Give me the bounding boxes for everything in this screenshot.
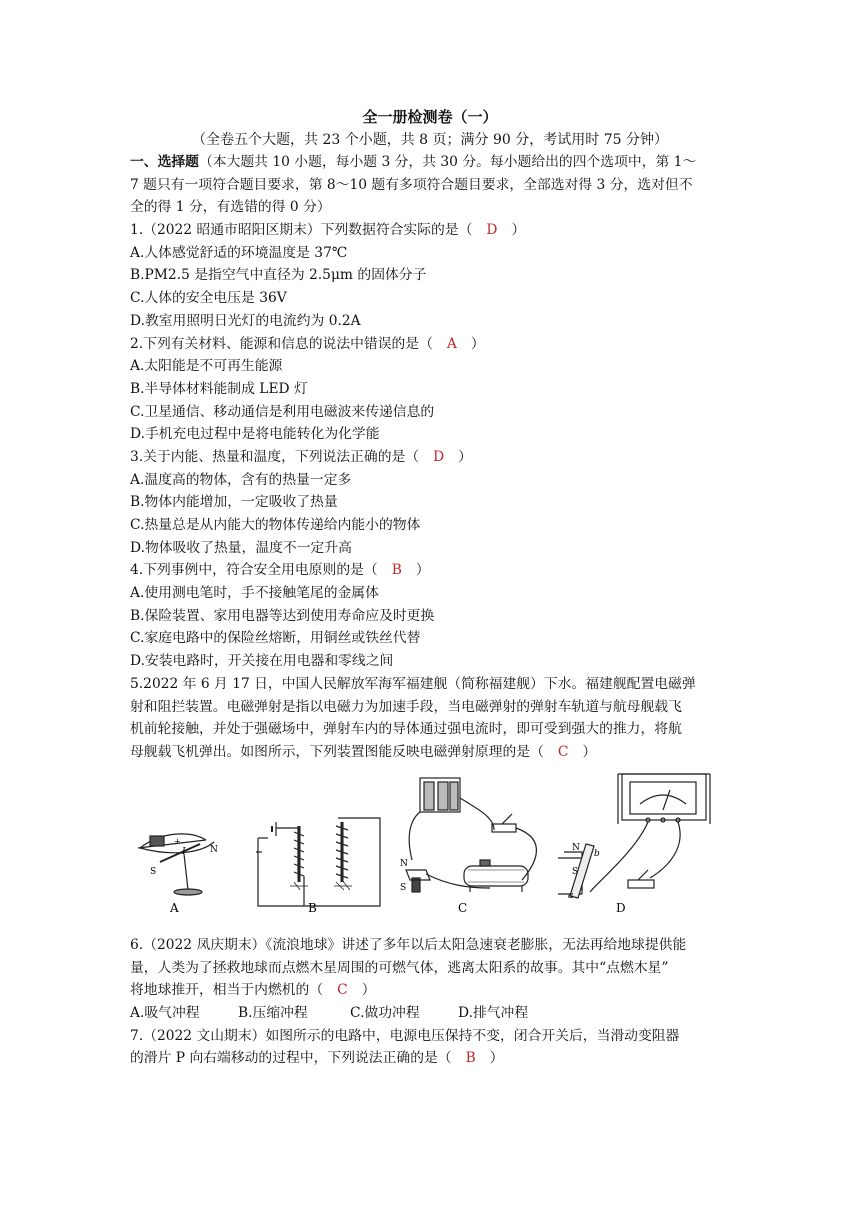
figure-b-drawing <box>256 818 380 906</box>
q2-stem-line <box>130 333 734 356</box>
q1-option-c: C.人体的安全电压是 36V <box>130 290 287 307</box>
q4-option-d: D.安装电路时，开关接在用电器和零线之间 <box>130 653 394 670</box>
figure-a-current: I <box>182 847 186 857</box>
q3-option-d: D.物体吸收了热量，温度不一定升高 <box>130 539 352 556</box>
q2-option-c: C.卫星通信、移动通信是利用电磁波来传递信息的 <box>130 403 435 420</box>
page-subtitle: （全卷五个大题，共 23 个小题，共 8 页；满分 90 分，考试用时 75 分钟） <box>192 132 668 148</box>
q5-last-line <box>130 741 734 764</box>
section-heading-line <box>130 151 734 174</box>
q6-options-row <box>130 1002 734 1025</box>
q7-last-line <box>130 1047 734 1070</box>
q3-stem-line <box>130 446 734 469</box>
q5-figures <box>130 770 734 922</box>
figure-label-d: D <box>616 901 626 915</box>
q6-option-d: D.排气冲程 <box>458 1005 529 1022</box>
q5-last: 母舰载飞机弹出。如图所示，下列装置图能反映电磁弹射原理的是（ <box>130 743 544 760</box>
q2-answer: A <box>446 335 457 352</box>
q2-option-b: B.半导体材料能制成 LED 灯 <box>130 380 308 397</box>
figure-c-north: N <box>400 859 408 869</box>
q4-stem-line <box>130 559 734 582</box>
q4-answer: B <box>391 562 402 579</box>
q6-close: ） <box>361 982 376 999</box>
q5-line-2: 射和阻拦装置。电磁弹射是指以电磁力为加速手段，当电磁弹射的弹射车轨道与航母舰载飞 <box>130 698 682 715</box>
q4-option-a: A.使用测电笔时，手不接触笔尾的金属体 <box>130 585 379 602</box>
figure-d-b: b <box>594 849 600 859</box>
section-desc-line-2: 7 题只有一项符合题目要求，第 8～10 题有多项符合题目要求，全部选对得 3 分，选对但不 <box>130 176 693 193</box>
section-heading: 一、选择题 <box>130 154 199 170</box>
coil-left <box>294 826 304 882</box>
q5-answer: C <box>557 743 569 760</box>
figure-d-north: N <box>572 843 580 853</box>
q4-close: ） <box>415 562 430 579</box>
q7-line-1: 7.（2022 文山期末）如图所示的电路中，电源电压保持不变，闭合开关后，当滑动变阻器 <box>130 1027 680 1044</box>
q5-line-3: 机前轮接触，并处于强磁场中，弹射车内的导体通过强电流时，即可受到强大的推力，将航 <box>130 721 682 738</box>
coil-right <box>336 822 348 882</box>
q5-close: ） <box>582 743 597 760</box>
q1-close: ） <box>511 222 526 239</box>
figure-label-c: C <box>458 901 468 915</box>
section-desc-line-1: （本大题共 10 小题，每小题 3 分，共 30 分。每小题给出的四个选项中，第 1～ <box>198 154 697 170</box>
q1-option-b: B.PM2.5 是指空气中直径为 2.5μm 的固体分子 <box>130 267 427 284</box>
figure-c-south: S <box>400 883 407 893</box>
figure-label-b: B <box>308 901 317 915</box>
q1-stem: 1.（2022 昭通市昭阳区期末）下列数据符合实际的是（ <box>130 222 473 239</box>
figure-a-plus: + <box>174 837 181 846</box>
q4-stem: 4.下列事例中，符合安全用电原则的是（ <box>130 562 378 579</box>
q4-option-b: B.保险装置、家用电器等达到使用寿命应及时更换 <box>130 607 435 624</box>
q2-option-d: D.手机充电过程中是将电能转化为化学能 <box>130 426 380 443</box>
questions-body <box>130 151 734 764</box>
q2-stem: 2.下列有关材料、能源和信息的说法中错误的是（ <box>130 335 433 352</box>
q2-option-a: A.太阳能是不可再生能源 <box>130 358 283 375</box>
q2-close: ） <box>470 335 485 352</box>
figure-label-a: A <box>170 901 179 915</box>
figure-a-north: N <box>210 845 218 855</box>
q1-option-a: A.人体感觉舒适的环境温度是 37℃ <box>130 244 348 261</box>
q6-option-c: C.做功冲程 <box>350 1005 420 1022</box>
q5-line-1: 5.2022 年 6 月 17 日，中国人民解放军海军福建舰（简称福建舰）下水。福建舰配置电磁弹 <box>130 675 696 692</box>
figure-d-south: S <box>572 867 579 877</box>
q7-answer: B <box>465 1050 476 1067</box>
q6-line-1: 6.（2022 凤庆期末）《流浪地球》讲述了多年以后太阳急速衰老膨胀，无法再给地球提供能 <box>130 937 687 953</box>
q6-option-a: A.吸气冲程 <box>130 1005 200 1022</box>
q6-last-line <box>130 979 734 1002</box>
q6-option-b: B.压缩冲程 <box>238 1005 308 1022</box>
questions-body-after-figure <box>130 934 734 1070</box>
q7-last: 的滑片 P 向右端移动的过程中，下列说法正确的是（ <box>130 1050 452 1067</box>
page-title: 全一册检测卷（一） <box>362 108 498 126</box>
q6-answer: C <box>337 982 348 999</box>
figure-c-drawing <box>406 778 536 892</box>
section-desc-line-3: 全的得 1 分，有选错的得 0 分） <box>130 199 331 216</box>
figure-d-a: a <box>568 891 574 901</box>
q7-close: ） <box>489 1050 504 1067</box>
q3-answer: D <box>433 448 445 465</box>
q1-option-d: D.教室用照明日光灯的电流约为 0.2A <box>130 312 361 329</box>
figure-d-drawing <box>558 774 710 898</box>
figure-a-south: S <box>150 867 157 877</box>
q6-last: 将地球推开，相当于内燃机的（ <box>130 982 324 999</box>
q3-option-c: C.热量总是从内能大的物体传递给内能小的物体 <box>130 517 421 533</box>
q3-close: ） <box>458 448 472 465</box>
q1-stem-line <box>130 219 734 242</box>
q5-figure-svg <box>130 770 734 922</box>
q3-option-b: B.物体内能增加，一定吸收了热量 <box>130 494 338 511</box>
q1-answer: D <box>486 222 498 239</box>
q6-line-2: 量，人类为了拯救地球而点燃木星周围的可燃气体，逃离太阳系的故事。其中“点燃木星” <box>130 959 669 976</box>
q3-option-a: A.温度高的物体，含有的热量一定多 <box>130 471 352 488</box>
q3-stem: 3.关于内能、热量和温度，下列说法正确的是（ <box>130 448 420 465</box>
q4-option-c: C.家庭电路中的保险丝熔断，用铜丝或铁丝代替 <box>130 630 421 647</box>
